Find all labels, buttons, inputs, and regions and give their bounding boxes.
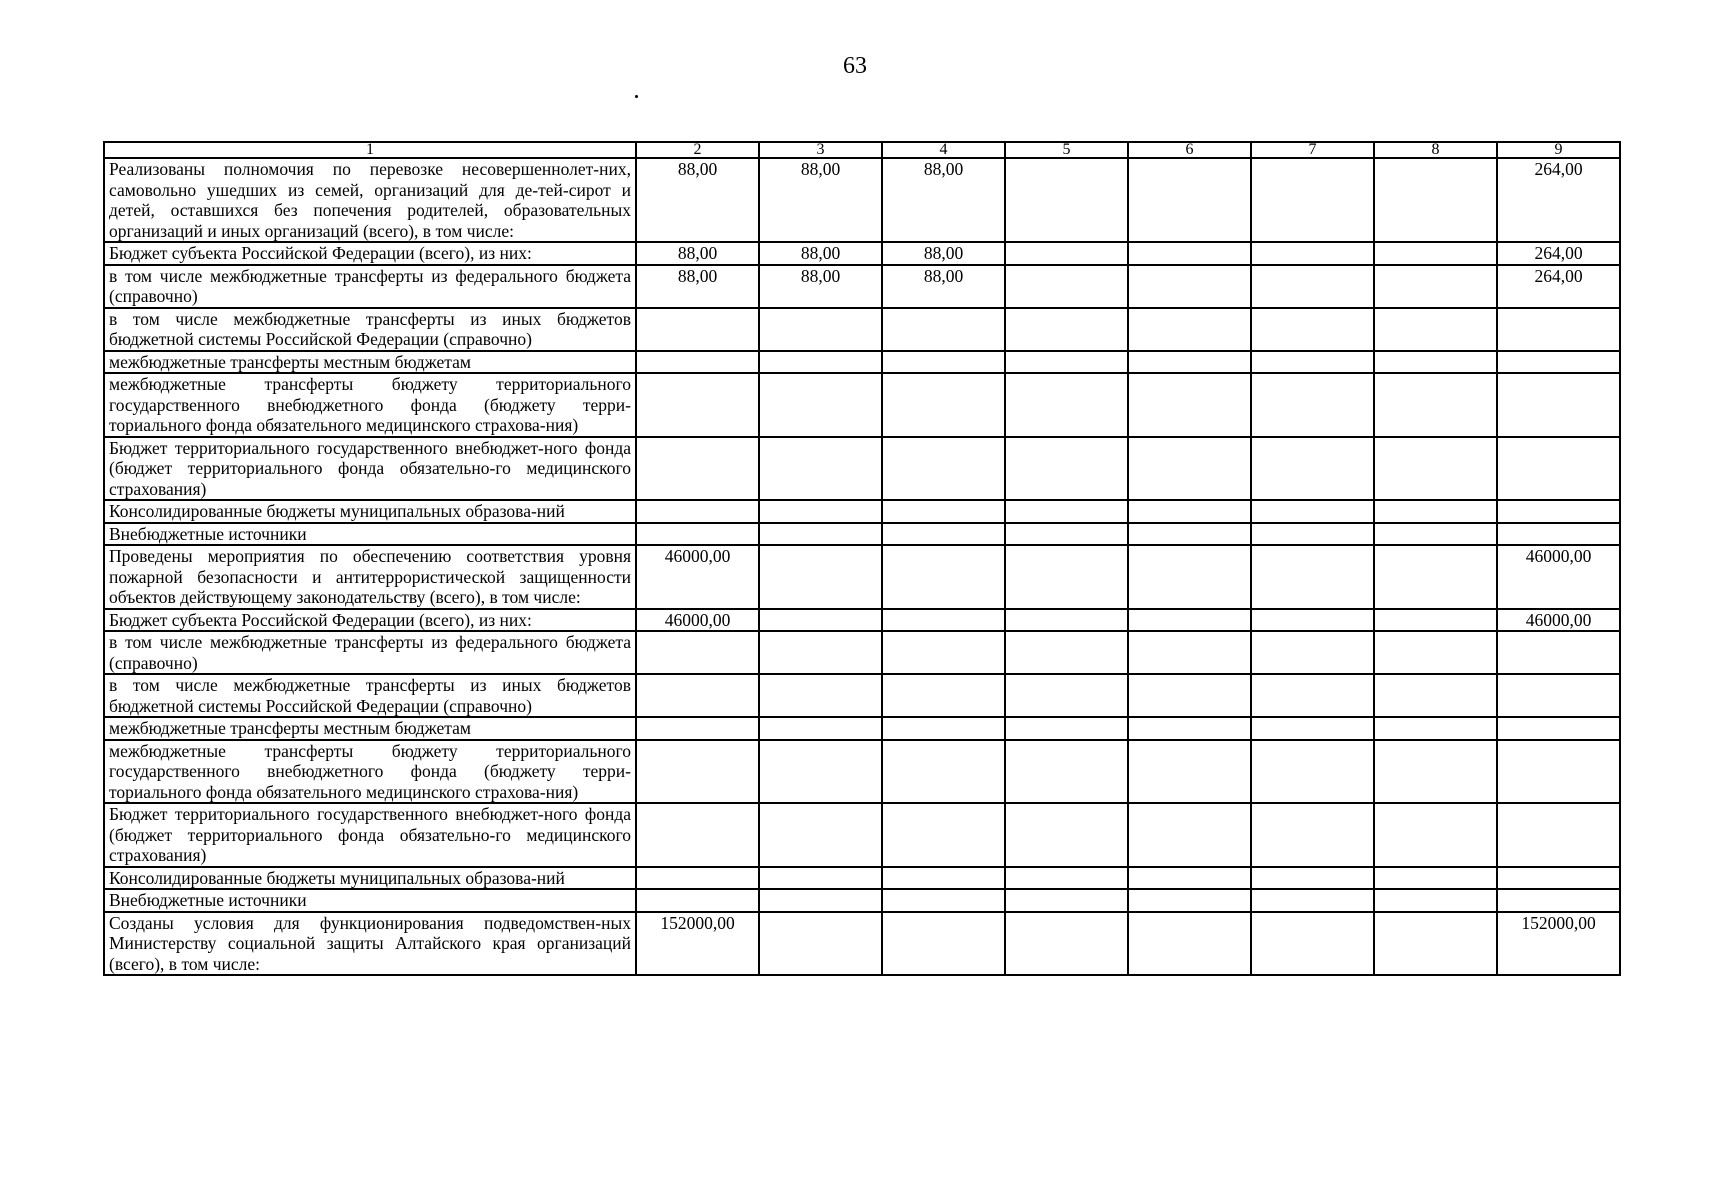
value-cell-col-2: 152000,00 bbox=[636, 912, 759, 976]
value-cell-col-5 bbox=[1005, 158, 1128, 242]
value-cell-col-8 bbox=[1374, 351, 1497, 374]
value-cell-col-6 bbox=[1128, 889, 1251, 912]
table-row bbox=[104, 717, 1620, 740]
value-cell-col-7 bbox=[1251, 631, 1374, 674]
value-cell-col-6 bbox=[1128, 717, 1251, 740]
value-cell-col-7 bbox=[1251, 912, 1374, 976]
value-cell-col-5 bbox=[1005, 674, 1128, 717]
value-cell-col-3 bbox=[759, 545, 882, 609]
row-label: в том числе межбюджетные трансферты из иных бюджетов бюджетной системы Российской Федерации (справочно) bbox=[104, 308, 636, 351]
value-cell-col-8 bbox=[1374, 523, 1497, 546]
value-cell-col-5 bbox=[1005, 631, 1128, 674]
value-cell-col-2: 88,00 bbox=[636, 158, 759, 242]
value-cell-col-3 bbox=[759, 609, 882, 632]
value-cell-col-7 bbox=[1251, 373, 1374, 437]
value-cell-col-3 bbox=[759, 867, 882, 890]
value-cell-col-6 bbox=[1128, 265, 1251, 308]
table-row bbox=[104, 308, 1620, 351]
value-cell-col-5 bbox=[1005, 500, 1128, 523]
value-cell-col-6 bbox=[1128, 158, 1251, 242]
header-cell-col-8: 8 bbox=[1374, 142, 1497, 158]
value-cell-col-7 bbox=[1251, 867, 1374, 890]
value-cell-col-6 bbox=[1128, 500, 1251, 523]
row-label: межбюджетные трансферты бюджету территориального государственного внебюджетного фонда (бюджету терри-ториального фонда обязательного медицинского страхова-ния) bbox=[104, 373, 636, 437]
value-cell-col-4 bbox=[882, 717, 1005, 740]
row-label: Бюджет территориального государственного внебюджет-ного фонда (бюджет территориального фонда обязательно-го медицинского страхования) bbox=[104, 437, 636, 501]
value-cell-col-9: 264,00 bbox=[1497, 265, 1620, 308]
value-cell-col-3 bbox=[759, 674, 882, 717]
row-label: Реализованы полномочия по перевозке несовершеннолет-них, самовольно ушедших из семей, организаций для де-тей-сирот и детей, оставшихся без попечения родителей, образовательных организаций и иных организаций (всего), в том числе: bbox=[104, 158, 636, 242]
value-cell-col-9 bbox=[1497, 717, 1620, 740]
row-label: в том числе межбюджетные трансферты из федерального бюджета (справочно) bbox=[104, 631, 636, 674]
value-cell-col-9 bbox=[1497, 351, 1620, 374]
value-cell-col-5 bbox=[1005, 889, 1128, 912]
table-row bbox=[104, 437, 1620, 501]
header-cell-col-3: 3 bbox=[759, 142, 882, 158]
value-cell-col-2 bbox=[636, 674, 759, 717]
value-cell-col-9: 46000,00 bbox=[1497, 545, 1620, 609]
table-header-row bbox=[104, 142, 1620, 158]
table-body bbox=[104, 142, 1620, 975]
value-cell-col-4 bbox=[882, 500, 1005, 523]
row-label: Консолидированные бюджеты муниципальных образова-ний bbox=[104, 867, 636, 890]
page-number: 63 bbox=[843, 53, 867, 79]
value-cell-col-8 bbox=[1374, 373, 1497, 437]
value-cell-col-2 bbox=[636, 631, 759, 674]
value-cell-col-9 bbox=[1497, 631, 1620, 674]
table-row bbox=[104, 545, 1620, 609]
value-cell-col-7 bbox=[1251, 242, 1374, 265]
value-cell-col-4 bbox=[882, 912, 1005, 976]
header-cell-col-2: 2 bbox=[636, 142, 759, 158]
value-cell-col-7 bbox=[1251, 889, 1374, 912]
value-cell-col-3 bbox=[759, 351, 882, 374]
value-cell-col-6 bbox=[1128, 437, 1251, 501]
header-cell-col-9: 9 bbox=[1497, 142, 1620, 158]
value-cell-col-2: 88,00 bbox=[636, 265, 759, 308]
value-cell-col-8 bbox=[1374, 740, 1497, 804]
value-cell-col-7 bbox=[1251, 803, 1374, 867]
value-cell-col-9: 46000,00 bbox=[1497, 609, 1620, 632]
table-row bbox=[104, 373, 1620, 437]
value-cell-col-8 bbox=[1374, 912, 1497, 976]
value-cell-col-7 bbox=[1251, 500, 1374, 523]
table-row bbox=[104, 889, 1620, 912]
value-cell-col-6 bbox=[1128, 674, 1251, 717]
value-cell-col-9 bbox=[1497, 803, 1620, 867]
value-cell-col-4 bbox=[882, 889, 1005, 912]
table-row bbox=[104, 867, 1620, 890]
value-cell-col-8 bbox=[1374, 500, 1497, 523]
value-cell-col-5 bbox=[1005, 437, 1128, 501]
value-cell-col-2 bbox=[636, 373, 759, 437]
value-cell-col-4 bbox=[882, 437, 1005, 501]
value-cell-col-3 bbox=[759, 803, 882, 867]
value-cell-col-4: 88,00 bbox=[882, 265, 1005, 308]
value-cell-col-4 bbox=[882, 803, 1005, 867]
value-cell-col-7 bbox=[1251, 545, 1374, 609]
table-row bbox=[104, 609, 1620, 632]
value-cell-col-9 bbox=[1497, 867, 1620, 890]
header-cell-col-1: 1 bbox=[104, 142, 636, 158]
value-cell-col-3 bbox=[759, 740, 882, 804]
value-cell-col-8 bbox=[1374, 631, 1497, 674]
value-cell-col-7 bbox=[1251, 523, 1374, 546]
value-cell-col-3: 88,00 bbox=[759, 158, 882, 242]
value-cell-col-3 bbox=[759, 437, 882, 501]
value-cell-col-2 bbox=[636, 523, 759, 546]
value-cell-col-4: 88,00 bbox=[882, 242, 1005, 265]
row-label: Созданы условия для функционирования подведомствен-ных Министерству социальной защиты Алтайского края организаций (всего), в том числе: bbox=[104, 912, 636, 976]
value-cell-col-3 bbox=[759, 373, 882, 437]
value-cell-col-5 bbox=[1005, 740, 1128, 804]
value-cell-col-5 bbox=[1005, 523, 1128, 546]
value-cell-col-8 bbox=[1374, 717, 1497, 740]
value-cell-col-9 bbox=[1497, 308, 1620, 351]
row-label: Внебюджетные источники bbox=[104, 523, 636, 546]
value-cell-col-8 bbox=[1374, 242, 1497, 265]
value-cell-col-7 bbox=[1251, 609, 1374, 632]
value-cell-col-6 bbox=[1128, 523, 1251, 546]
value-cell-col-6 bbox=[1128, 867, 1251, 890]
value-cell-col-5 bbox=[1005, 867, 1128, 890]
value-cell-col-4 bbox=[882, 373, 1005, 437]
value-cell-col-6 bbox=[1128, 545, 1251, 609]
value-cell-col-7 bbox=[1251, 717, 1374, 740]
value-cell-col-9: 152000,00 bbox=[1497, 912, 1620, 976]
value-cell-col-6 bbox=[1128, 242, 1251, 265]
value-cell-col-9 bbox=[1497, 437, 1620, 501]
row-label: межбюджетные трансферты местным бюджетам bbox=[104, 717, 636, 740]
row-label: межбюджетные трансферты местным бюджетам bbox=[104, 351, 636, 374]
value-cell-col-5 bbox=[1005, 351, 1128, 374]
value-cell-col-5 bbox=[1005, 265, 1128, 308]
value-cell-col-5 bbox=[1005, 545, 1128, 609]
value-cell-col-7 bbox=[1251, 437, 1374, 501]
value-cell-col-8 bbox=[1374, 674, 1497, 717]
value-cell-col-5 bbox=[1005, 609, 1128, 632]
value-cell-col-2: 46000,00 bbox=[636, 609, 759, 632]
header-cell-col-7: 7 bbox=[1251, 142, 1374, 158]
header-cell-col-4: 4 bbox=[882, 142, 1005, 158]
value-cell-col-2: 88,00 bbox=[636, 242, 759, 265]
value-cell-col-3 bbox=[759, 500, 882, 523]
value-cell-col-6 bbox=[1128, 740, 1251, 804]
value-cell-col-9 bbox=[1497, 889, 1620, 912]
table-row bbox=[104, 523, 1620, 546]
table-row bbox=[104, 674, 1620, 717]
value-cell-col-4 bbox=[882, 609, 1005, 632]
row-label: в том числе межбюджетные трансферты из федерального бюджета (справочно) bbox=[104, 265, 636, 308]
value-cell-col-8 bbox=[1374, 867, 1497, 890]
value-cell-col-9 bbox=[1497, 523, 1620, 546]
value-cell-col-6 bbox=[1128, 351, 1251, 374]
table-row bbox=[104, 803, 1620, 867]
value-cell-col-7 bbox=[1251, 674, 1374, 717]
value-cell-col-4 bbox=[882, 740, 1005, 804]
value-cell-col-3 bbox=[759, 889, 882, 912]
value-cell-col-3 bbox=[759, 631, 882, 674]
value-cell-col-2 bbox=[636, 351, 759, 374]
value-cell-col-7 bbox=[1251, 351, 1374, 374]
value-cell-col-5 bbox=[1005, 373, 1128, 437]
row-label: Внебюджетные источники bbox=[104, 889, 636, 912]
value-cell-col-5 bbox=[1005, 803, 1128, 867]
header-cell-col-6: 6 bbox=[1128, 142, 1251, 158]
table-row bbox=[104, 500, 1620, 523]
value-cell-col-6 bbox=[1128, 803, 1251, 867]
value-cell-col-3: 88,00 bbox=[759, 265, 882, 308]
value-cell-col-2: 46000,00 bbox=[636, 545, 759, 609]
value-cell-col-2 bbox=[636, 437, 759, 501]
value-cell-col-9 bbox=[1497, 740, 1620, 804]
table-row bbox=[104, 158, 1620, 242]
row-label: Бюджет субъекта Российской Федерации (всего), из них: bbox=[104, 242, 636, 265]
row-label: Бюджет территориального государственного внебюджет-ного фонда (бюджет территориального фонда обязательно-го медицинского страхования) bbox=[104, 803, 636, 867]
value-cell-col-6 bbox=[1128, 308, 1251, 351]
value-cell-col-3: 88,00 bbox=[759, 242, 882, 265]
value-cell-col-7 bbox=[1251, 308, 1374, 351]
row-label: в том числе межбюджетные трансферты из иных бюджетов бюджетной системы Российской Федерации (справочно) bbox=[104, 674, 636, 717]
value-cell-col-2 bbox=[636, 867, 759, 890]
value-cell-col-4 bbox=[882, 351, 1005, 374]
header-cell-col-5: 5 bbox=[1005, 142, 1128, 158]
value-cell-col-6 bbox=[1128, 373, 1251, 437]
value-cell-col-8 bbox=[1374, 889, 1497, 912]
budget-table bbox=[103, 141, 1621, 976]
value-cell-col-4 bbox=[882, 867, 1005, 890]
value-cell-col-7 bbox=[1251, 265, 1374, 308]
table-row bbox=[104, 912, 1620, 976]
value-cell-col-8 bbox=[1374, 437, 1497, 501]
value-cell-col-9: 264,00 bbox=[1497, 242, 1620, 265]
value-cell-col-9 bbox=[1497, 373, 1620, 437]
value-cell-col-3 bbox=[759, 523, 882, 546]
value-cell-col-2 bbox=[636, 740, 759, 804]
table-row bbox=[104, 242, 1620, 265]
value-cell-col-2 bbox=[636, 803, 759, 867]
row-label: межбюджетные трансферты бюджету территориального государственного внебюджетного фонда (бюджету терри-ториального фонда обязательного медицинского страхова-ния) bbox=[104, 740, 636, 804]
value-cell-col-8 bbox=[1374, 158, 1497, 242]
value-cell-col-9 bbox=[1497, 500, 1620, 523]
value-cell-col-5 bbox=[1005, 308, 1128, 351]
value-cell-col-4 bbox=[882, 308, 1005, 351]
value-cell-col-3 bbox=[759, 912, 882, 976]
value-cell-col-2 bbox=[636, 308, 759, 351]
table-row bbox=[104, 265, 1620, 308]
scan-artifact-dot bbox=[635, 95, 638, 98]
table-row bbox=[104, 631, 1620, 674]
value-cell-col-3 bbox=[759, 717, 882, 740]
value-cell-col-5 bbox=[1005, 912, 1128, 976]
value-cell-col-4 bbox=[882, 631, 1005, 674]
value-cell-col-5 bbox=[1005, 717, 1128, 740]
table-row bbox=[104, 740, 1620, 804]
value-cell-col-8 bbox=[1374, 265, 1497, 308]
value-cell-col-6 bbox=[1128, 912, 1251, 976]
value-cell-col-7 bbox=[1251, 740, 1374, 804]
value-cell-col-8 bbox=[1374, 803, 1497, 867]
value-cell-col-8 bbox=[1374, 308, 1497, 351]
value-cell-col-9: 264,00 bbox=[1497, 158, 1620, 242]
value-cell-col-7 bbox=[1251, 158, 1374, 242]
row-label: Проведены мероприятия по обеспечению соответствия уровня пожарной безопасности и антитеррористической защищенности объектов действующему законодательству (всего), в том числе: bbox=[104, 545, 636, 609]
value-cell-col-9 bbox=[1497, 674, 1620, 717]
value-cell-col-8 bbox=[1374, 609, 1497, 632]
row-label: Бюджет субъекта Российской Федерации (всего), из них: bbox=[104, 609, 636, 632]
value-cell-col-2 bbox=[636, 500, 759, 523]
value-cell-col-2 bbox=[636, 717, 759, 740]
value-cell-col-2 bbox=[636, 889, 759, 912]
row-label: Консолидированные бюджеты муниципальных образова-ний bbox=[104, 500, 636, 523]
value-cell-col-5 bbox=[1005, 242, 1128, 265]
value-cell-col-4 bbox=[882, 674, 1005, 717]
value-cell-col-3 bbox=[759, 308, 882, 351]
value-cell-col-6 bbox=[1128, 609, 1251, 632]
table-row bbox=[104, 351, 1620, 374]
value-cell-col-4: 88,00 bbox=[882, 158, 1005, 242]
value-cell-col-4 bbox=[882, 523, 1005, 546]
value-cell-col-6 bbox=[1128, 631, 1251, 674]
value-cell-col-4 bbox=[882, 545, 1005, 609]
value-cell-col-8 bbox=[1374, 545, 1497, 609]
